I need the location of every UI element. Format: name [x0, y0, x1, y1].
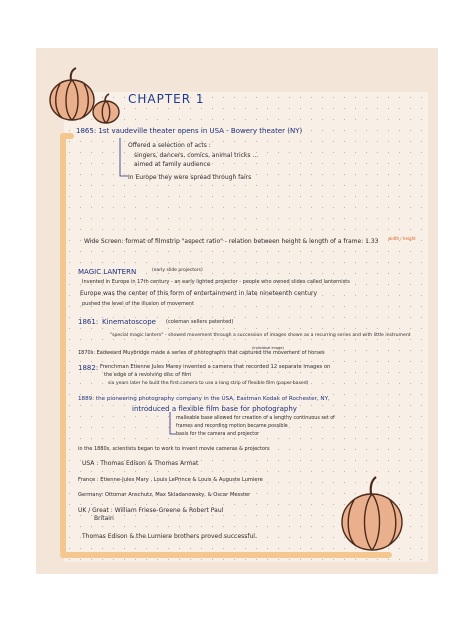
note-line: Germany: Ottomar Anschutz, Max Skladanowsky, & Oscar Messter [78, 492, 251, 498]
note-line: (individual image) [252, 346, 284, 350]
note-line: introduced a flexible film base for photography [132, 405, 297, 413]
note-line: singers, dancers, comics, animal tricks ... [134, 152, 259, 159]
note-line: pushed the level of the illusion of movement [82, 301, 195, 307]
note-line: 1889: the pioneering photography company in the USA, Eastman Kodak of Rochester, NY, [78, 396, 330, 402]
note-line: (early slide projectors) [152, 268, 203, 273]
note-line: 1870s: Eadweard Muybridge made a series of photographs that captured the movement of horses [78, 350, 325, 356]
note-line: Offered a selection of acts : [128, 142, 211, 149]
note-line: Britain [94, 515, 114, 522]
note-line: width / height [388, 236, 416, 241]
note-line: Wide Screen: format of filmstrip "aspect ratio" - relation between height & length of a frame: 1.33 [84, 238, 379, 245]
note-line: (coleman sellers patented) [166, 319, 234, 325]
note-line: frames and recording motion became possible [176, 424, 288, 429]
note-line: aimed at family audience [134, 161, 211, 168]
pumpkin-icon [40, 66, 124, 126]
note-line: in the 1880s, scientists began to work to invent movie cameras & projectors [78, 446, 270, 452]
note-line: Thomas Edison & the Lumiere brothers proved successful. [82, 533, 257, 540]
note-line: six years later he built the first camera to use a long strip of flexible film (paper-based) [108, 381, 309, 386]
section-heading: Kinematoscope [102, 318, 156, 326]
note-line: Invented in Europe in 17th century - an early lighted projector - people who owned slides called lanternists [82, 279, 350, 285]
note-line: USA : Thomas Edison & Thomas Armat [82, 460, 199, 467]
note-line: France : Etienne-Jules Mary , Louis LePrince & Louis & Auguste Lumiere [78, 477, 263, 483]
pumpkin-icon [336, 474, 408, 554]
note-line: UK / Great : William Friese-Greene & Robert Paul [78, 507, 224, 514]
note-line: Europe was the center of this form of entertainment in late nineteenth century [80, 290, 318, 297]
note-line: 1882: [78, 364, 99, 372]
frame-left [60, 134, 66, 554]
note-line: basis for the camera and projector [176, 432, 260, 437]
note-line: In Europe they were spread through fairs [128, 174, 252, 181]
bracket-arrow [118, 136, 130, 182]
bracket-arrow [168, 410, 178, 438]
note-line: 1861: [78, 318, 99, 326]
note-line: 1865: 1st vaudeville theater opens in USA - Bowery theater (NY) [76, 127, 303, 135]
chapter-title: CHAPTER 1 [128, 92, 205, 106]
note-line: "special magic lantern" - showed movement through a succession of images shown as a recurring series and with little instrument [110, 333, 411, 338]
note-line: malleable base allowed for creation of a lengthy continuous set of [176, 416, 335, 421]
note-line: the edge of a revolving disc of film [104, 372, 191, 378]
section-heading: MAGIC LANTERN [78, 268, 137, 276]
note-line: Frenchman Etienne Jules Marey invented a camera that recorded 12 separate images on [100, 364, 331, 370]
